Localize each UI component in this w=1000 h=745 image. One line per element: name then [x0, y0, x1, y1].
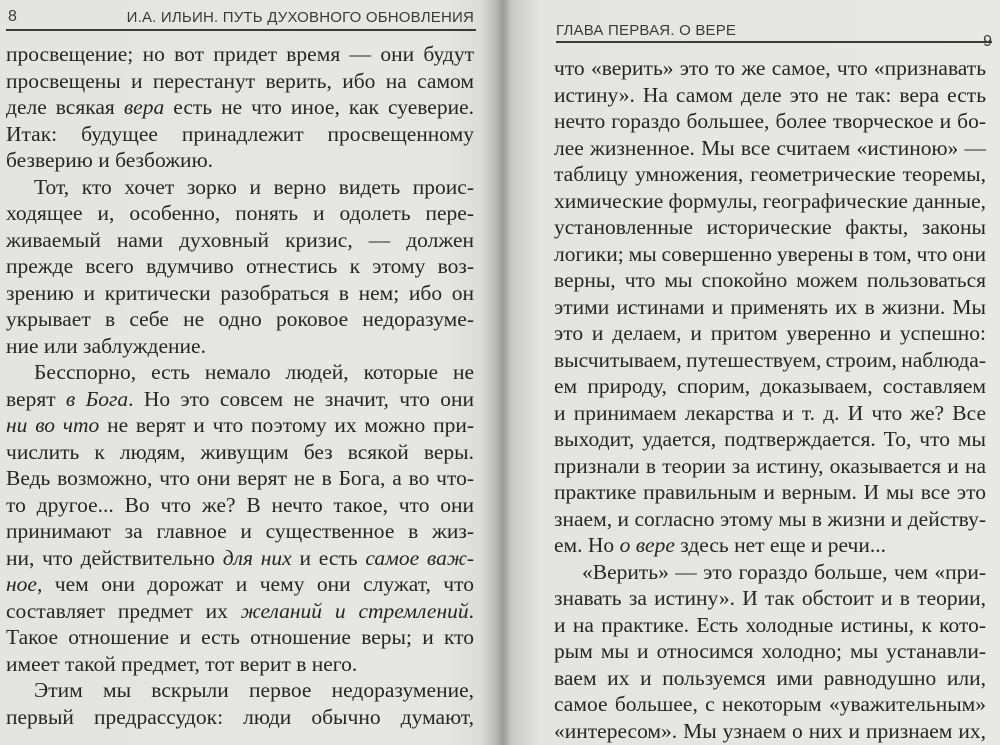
text-segment: ваем их и пользуемся ими равнодушно или, — [554, 665, 986, 690]
text-segment: и принимаем лекарства и т. д. И что же? Все — [554, 400, 986, 425]
text-segment: имеет такой предмет, тот верит в него. — [6, 651, 358, 676]
text-segment: прежде всего вдумчиво отнестись к этому воз- — [6, 254, 474, 278]
text-line-content — [6, 704, 474, 731]
right-page — [500, 0, 1000, 745]
text-line — [554, 320, 986, 347]
text-segment: практике правильным и верным. И мы все это — [554, 480, 986, 504]
text-line — [554, 585, 986, 612]
text-segment: этими истинами и применять их в жизни. Мы — [554, 294, 986, 319]
italic-text: о вере — [619, 533, 675, 557]
text-line-content — [6, 147, 213, 174]
text-segment: что «верить» это то же самое, что «признавать — [554, 56, 986, 80]
text-line-content — [6, 227, 474, 254]
text-line — [6, 651, 474, 678]
italic-text: в Бога — [65, 386, 129, 411]
text-line-content — [6, 94, 474, 121]
text-line — [6, 121, 474, 148]
text-segment: и есть — [291, 545, 366, 570]
text-line — [6, 147, 474, 174]
text-segment: ни, что действительно — [6, 545, 223, 570]
text-segment: «Верить» — это гораздо больше, чем «при- — [582, 559, 986, 584]
text-segment: знаем, и согласно этому мы в жизни и действу- — [554, 506, 986, 531]
text-line-content — [554, 294, 986, 321]
text-line — [6, 359, 474, 386]
italic-text: для них — [222, 545, 292, 570]
text-line-content — [554, 665, 986, 692]
text-line — [554, 267, 986, 294]
text-segment: зрению и критически разобраться в нем; ибо он — [6, 280, 474, 305]
text-line — [6, 545, 474, 572]
text-line-content — [554, 267, 986, 294]
text-line-content — [554, 585, 986, 612]
text-line — [6, 41, 474, 68]
text-line-content — [554, 188, 986, 215]
text-line-content — [554, 453, 986, 480]
text-segment: Бесспорно, есть немало людей, которые не — [34, 360, 474, 384]
header-rule — [6, 29, 476, 31]
text-line — [554, 294, 986, 321]
text-line — [554, 108, 986, 135]
text-segment: высчитываем, путешествуем, строим, наблюда- — [554, 347, 986, 372]
italic-text: желаний и стремлений — [240, 598, 469, 623]
text-line-content — [554, 82, 986, 109]
text-line-content — [554, 214, 986, 241]
text-line-content — [6, 571, 474, 598]
text-line-content — [554, 135, 986, 162]
text-line — [6, 68, 474, 95]
text-segment: просвещение; но вот придет время — они будут — [6, 42, 474, 66]
text-line-content — [554, 320, 986, 347]
text-line-content — [582, 559, 986, 586]
text-segment: самое большее, с некоторым «уважительным» — [554, 692, 986, 716]
text-segment: истину». На самом деле это не так: вера есть — [554, 82, 986, 107]
text-line — [554, 373, 986, 400]
text-line-content — [6, 624, 474, 651]
text-line — [554, 718, 986, 745]
text-line — [6, 333, 474, 360]
header-rule — [556, 41, 992, 43]
text-segment: химические формулы, географические данные, — [554, 188, 986, 213]
text-line — [6, 306, 474, 333]
text-line-content — [6, 412, 474, 439]
text-line — [554, 638, 986, 665]
text-segment: Такое отношение и есть отношение веры; и кто — [6, 625, 474, 649]
text-line-content — [6, 598, 474, 625]
text-segment: логики; мы совершенно уверены в том, что они — [554, 241, 986, 266]
text-segment: то другое... Во что же? В нечто такое, что они — [6, 492, 474, 517]
text-line-content — [554, 532, 886, 559]
text-segment: «интересом». Мы узнаем о них и признаем их, — [554, 718, 986, 743]
text-line-content — [6, 68, 474, 95]
text-line-content — [554, 108, 986, 135]
text-line — [554, 612, 986, 639]
text-line-content — [6, 492, 474, 519]
italic-text: самое важ- — [365, 545, 474, 570]
text-line-content — [6, 386, 474, 413]
text-line — [554, 241, 986, 268]
text-segment: есть не что иное, как суеверие. — [164, 95, 475, 119]
text-line-content — [6, 651, 357, 678]
text-line-content — [6, 545, 474, 572]
text-line — [6, 412, 474, 439]
text-line — [6, 439, 474, 466]
text-line — [554, 135, 986, 162]
text-segment: , чем они дорожат и чему они служат, что — [36, 572, 474, 596]
text-segment: . — [468, 598, 474, 623]
text-line — [554, 479, 986, 506]
text-segment: и на практике. Есть холодные истины, к кото- — [554, 612, 986, 637]
text-line — [6, 624, 474, 651]
text-line — [6, 174, 474, 201]
text-line — [6, 280, 474, 307]
text-line — [554, 506, 986, 533]
running-head: И.А. ИЛЬИН. ПУТЬ ДУХОВНОГО ОБНОВЛЕНИЯ — [126, 9, 474, 26]
text-line-content — [554, 479, 986, 506]
text-line — [6, 518, 474, 545]
text-line — [6, 465, 474, 492]
text-line-content — [6, 200, 474, 227]
text-segment: верны, что мы спокойно можем пользоваться — [554, 268, 986, 292]
text-segment: ходящее и, особенно, понять и одолеть пере- — [6, 201, 474, 225]
text-segment: . Но это совсем не значит, что они — [128, 386, 474, 411]
text-line — [6, 492, 474, 519]
text-segment: просвещены и перестанут верить, ибо на самом — [6, 68, 474, 93]
running-head: ГЛАВА ПЕРВАЯ. О ВЕРЕ — [556, 22, 737, 39]
text-line-content — [554, 612, 986, 639]
text-segment: Тот, кто хочет зорко и верно видеть проис- — [34, 174, 474, 199]
text-segment: ние или заблуждение. — [6, 333, 206, 358]
text-segment: это и делаем, и притом уверенно и успешно: — [554, 321, 986, 345]
page-number: 8 — [8, 8, 17, 25]
page-text — [6, 41, 474, 730]
text-line-content — [6, 41, 474, 68]
text-segment: Итак: будущее принадлежит просвещенному — [6, 121, 474, 146]
text-segment: не верят и что поэтому их можно при- — [99, 413, 475, 437]
text-line-content — [6, 518, 474, 545]
text-line-content — [6, 121, 474, 148]
text-line-content — [554, 55, 986, 82]
text-line — [6, 571, 474, 598]
text-segment: первый предрассудок: люди обычно думают, — [6, 704, 474, 729]
text-segment: нечто гораздо большее, более творческое и бо- — [554, 109, 986, 133]
text-line — [554, 161, 986, 188]
text-line-content — [6, 465, 474, 492]
text-segment: числить к людям, живущим без всякой веры. — [6, 439, 474, 464]
text-line-content — [554, 638, 986, 665]
text-line — [554, 347, 986, 374]
text-line — [554, 691, 986, 718]
text-segment: ем природу, спорим, доказываем, составляем — [554, 374, 986, 398]
text-line — [554, 214, 986, 241]
text-line — [554, 426, 986, 453]
text-line — [6, 598, 474, 625]
text-segment: верят — [6, 386, 66, 411]
text-line-content — [554, 691, 986, 718]
page-number: 9 — [983, 33, 992, 50]
text-segment: ем. Но — [554, 533, 620, 557]
text-segment: признали в теории за истину, оказывается и на — [554, 453, 986, 478]
text-segment: Этим мы вскрыли первое недоразумение, — [34, 678, 474, 702]
text-segment: укрывает в себе не одно роковое недоразуме- — [6, 307, 474, 331]
italic-text: вера — [123, 95, 165, 119]
text-line-content — [34, 174, 474, 201]
text-segment: безверию и безбожию. — [6, 148, 214, 172]
italic-text: ное — [6, 572, 37, 596]
text-line-content — [554, 241, 986, 268]
text-line-content — [554, 400, 986, 427]
text-line-content — [6, 253, 474, 280]
text-line-content — [554, 718, 986, 745]
text-line — [554, 188, 986, 215]
text-segment: лее жизненное. Мы все считаем «истиною» — — [554, 135, 986, 160]
text-line-content — [6, 306, 474, 333]
text-line — [6, 386, 474, 413]
text-segment: выходит, удается, подтверждается. То, что мы — [554, 427, 986, 451]
text-line — [554, 55, 986, 82]
text-line-content — [554, 426, 986, 453]
text-line-content — [6, 333, 206, 360]
text-line-content — [34, 677, 474, 704]
text-line — [554, 400, 986, 427]
text-segment: принимают за главное и существенное в жиз- — [6, 519, 474, 543]
text-line-content — [34, 359, 474, 386]
text-line — [6, 227, 474, 254]
text-line-content — [554, 347, 986, 374]
text-segment: здесь нет еще и речи... — [674, 533, 886, 557]
text-segment: Ведь возможно, что они верят не в Бога, а во что- — [6, 466, 474, 490]
text-segment: составляет предмет их — [6, 598, 241, 623]
text-line — [6, 253, 474, 280]
text-line-content — [554, 506, 986, 533]
text-segment: установленные исторические факты, законы — [554, 215, 986, 239]
text-line — [554, 82, 986, 109]
text-line-content — [554, 161, 986, 188]
text-line — [6, 94, 474, 121]
text-line — [554, 559, 986, 586]
text-line — [6, 704, 474, 731]
text-line — [554, 665, 986, 692]
page-text — [554, 55, 986, 744]
text-segment: рым мы и относимся холодно; мы устанавли- — [554, 639, 986, 663]
text-line — [554, 453, 986, 480]
text-line-content — [554, 373, 986, 400]
text-segment: деле всякая — [6, 95, 124, 119]
italic-text: ни во что — [6, 413, 100, 437]
text-line-content — [6, 439, 474, 466]
text-segment: таблицу умножения, геометрические теоремы, — [554, 162, 986, 186]
text-line-content — [6, 280, 474, 307]
text-segment: живаемый нами духовный кризис, — должен — [6, 227, 474, 252]
text-line — [6, 200, 474, 227]
text-segment: знавать за истину». И так обстоит и в теории, — [554, 586, 986, 610]
text-line — [6, 677, 474, 704]
text-line — [554, 532, 986, 559]
